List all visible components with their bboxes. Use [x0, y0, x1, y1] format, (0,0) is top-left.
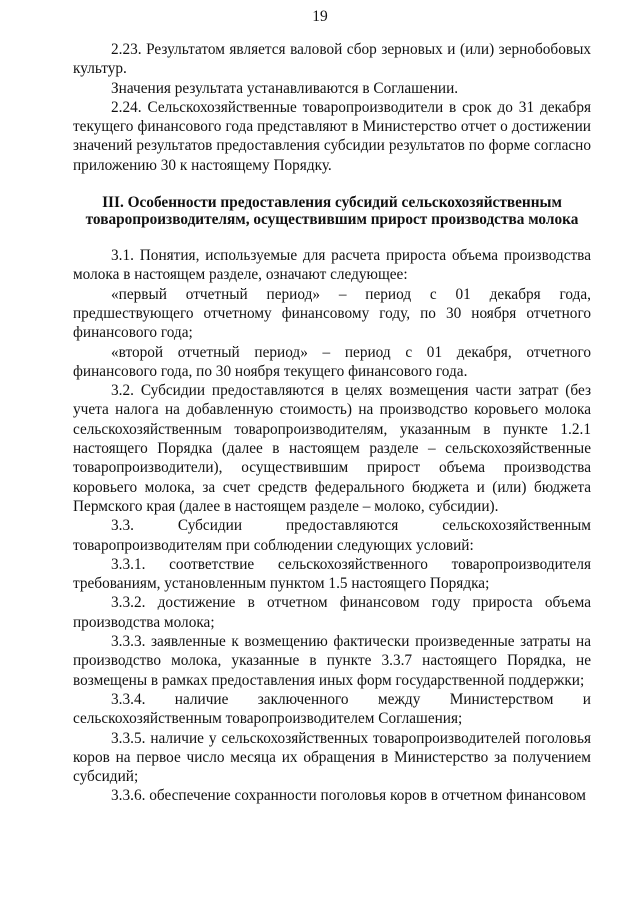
paragraph-2-24: 2.24. Сельскохозяйственные товаропроизводители в срок до 31 декабря текущего финансового года представляют в Министерство отчет о достижении значений результатов предоставления субсидии результатов по форме согласно приложению 30 к настоящему Порядку. — [73, 98, 591, 174]
section-heading: III. Особенности предоставления субсидий сельскохозяйственным товаропроизводителям, осуществившим прирост производства молока — [85, 194, 579, 228]
paragraph-3-2: 3.2. Субсидии предоставляются в целях возмещения части затрат (без учета налога на добавленную стоимость) на производство коровьего молока сельскохозяйственным товаропроизводителям, указанным в пункте 1.2.1 настоящего Порядка (далее в настоящем разделе – сельскохозяйственные товаропроизводители), осуществившим прирост объема производства коровьего молока, за счет средств федерального бюджета и (или) бюджета Пермского края (далее в настоящем разделе – молоко, субсидии). — [73, 382, 591, 515]
paragraph-second-period: «второй отчетный период» – период с 01 декабря, отчетного финансового года, по 30 ноября текущего финансового года. — [73, 343, 591, 380]
spacer — [73, 175, 591, 185]
paragraph-3-3-6: 3.3.6. обеспечение сохранности поголовья коров в отчетном финансовом — [111, 787, 586, 805]
paragraph-3-3-5: 3.3.5. наличие у сельскохозяйственных товаропроизводителей поголовья коров на первое число месяца их обращения в Министерство за получением субсидий; — [73, 729, 591, 786]
spacer — [73, 228, 591, 246]
paragraph-3-3: 3.3. Субсидии предоставляются сельскохозяйственным товаропроизводителям при соблюдении следующих условий: — [73, 517, 591, 554]
paragraph-3-3-4: 3.3.4. наличие заключенного между Министерством и сельскохозяйственным товаропроизводителем Соглашения; — [73, 690, 591, 728]
page-number: 19 — [312, 8, 328, 25]
paragraph-2-23: 2.23. Результатом является валовой сбор зерновых и (или) зернобобовых культур. — [73, 41, 591, 78]
document-body — [73, 40, 591, 806]
paragraph-first-period: «первый отчетный период» – период с 01 декабря года, предшествующего отчетному финансовому году, по 30 ноября отчетного финансового года; — [73, 285, 591, 342]
paragraph-3-3-3: 3.3.3. заявленные к возмещению фактически произведенные затраты на производство молока, указанные в пункте 3.3.7 настоящего Порядка, не возмещены в рамках предоставления иных форм государственной поддержки; — [73, 633, 591, 689]
paragraph-3-1: 3.1. Понятия, используемые для расчета прироста объема производства молока в настоящем разделе, означают следующее: — [73, 247, 591, 284]
paragraph-3-3-2: 3.3.2. достижение в отчетном финансовом году прироста объема производства молока; — [73, 594, 591, 631]
paragraph-result-values: Значения результата устанавливаются в Соглашении. — [111, 79, 459, 97]
paragraph-3-3-1: 3.3.1. соответствие сельскохозяйственного товаропроизводителя требованиям, установленным пунктом 1.5 настоящего Порядка; — [73, 555, 591, 593]
